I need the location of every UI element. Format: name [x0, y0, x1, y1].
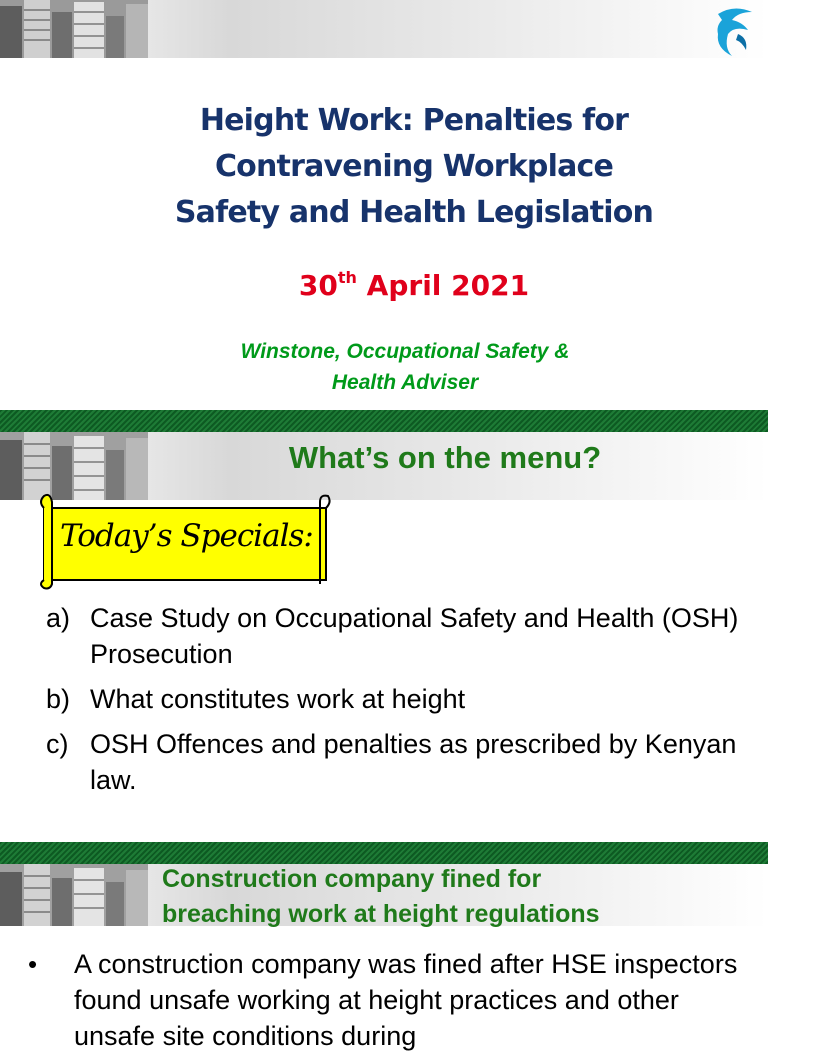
list-item-text: Case Study on Occupational Safety and Health (OSH) Prosecution — [90, 603, 739, 669]
agenda-list — [46, 600, 746, 807]
city-skyline-image — [0, 0, 148, 58]
list-item — [28, 946, 748, 1054]
title-slide — [0, 0, 768, 410]
case-study-slide — [0, 842, 768, 1051]
case-study-heading — [162, 862, 762, 932]
heading-line: breaching work at height regulations — [162, 900, 600, 928]
date-rest: April 2021 — [356, 269, 530, 302]
bird-logo-icon — [708, 4, 760, 58]
specials-label: Today’s Specials: — [60, 518, 313, 554]
author-line: Winstone, Occupational Safety & — [240, 340, 570, 363]
presentation-title — [0, 98, 828, 236]
green-divider-bar — [0, 410, 768, 432]
list-item-text: What constitutes work at height — [90, 684, 466, 714]
list-item — [46, 681, 746, 717]
list-item — [46, 600, 746, 672]
date-day: 30 — [298, 269, 338, 302]
title-line: Height Work: Penalties for — [199, 103, 629, 138]
title-line: Safety and Health Legislation — [174, 195, 654, 230]
city-skyline-image — [0, 864, 148, 926]
bullet-icon: • — [28, 949, 38, 979]
list-item-text: A construction company was fined after HSE inspectors found unsafe working at height practices and other unsafe site conditions during — [74, 949, 738, 1051]
heading-line: Construction company fined for — [162, 865, 542, 893]
list-item-text: OSH Offences and penalties as prescribed by Kenyan law. — [90, 729, 737, 795]
agenda-slide — [0, 410, 768, 842]
green-divider-bar — [0, 842, 768, 864]
title-line: Contravening Workplace — [214, 149, 614, 184]
list-marker: c) — [46, 729, 69, 759]
author-line: Health Adviser — [331, 371, 479, 394]
bullet-list — [28, 946, 748, 1054]
list-marker: b) — [46, 684, 71, 714]
agenda-heading: What’s on the menu? — [288, 440, 602, 475]
presentation-date — [0, 268, 828, 302]
header-band — [0, 0, 768, 58]
list-item — [46, 726, 746, 798]
date-suffix: th — [337, 268, 357, 287]
list-marker: a) — [46, 603, 71, 633]
presenter-credit — [0, 336, 810, 398]
city-skyline-image — [0, 432, 148, 500]
